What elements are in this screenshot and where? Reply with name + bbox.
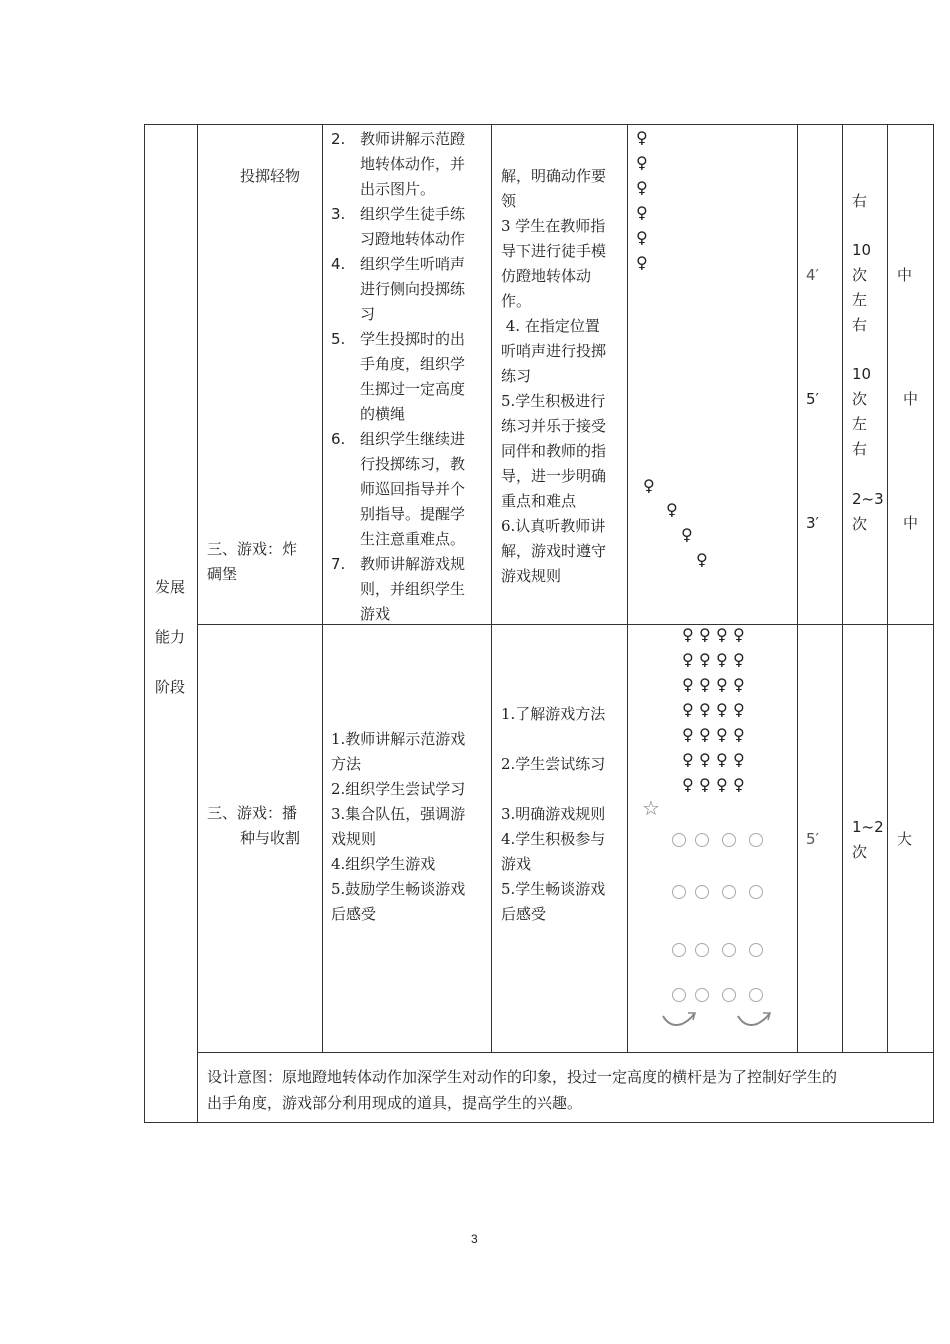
female-icon: ♀ xyxy=(636,128,648,147)
list-item-text: 3.明确游戏规则 xyxy=(501,805,606,823)
content-item: 投掷轻物 xyxy=(240,167,301,185)
intensity-value: 中 xyxy=(903,390,919,408)
female-icon: ♀ xyxy=(716,650,728,669)
count-unit: 次 xyxy=(852,843,868,861)
list-item-text: 组织学生徒手练 xyxy=(360,205,466,223)
female-icon: ♀ xyxy=(681,525,693,544)
list-item-text: 进行侧向投掷练 xyxy=(360,280,466,298)
list-item-text: 作。 xyxy=(501,292,532,310)
female-icon: ♀ xyxy=(636,178,648,197)
col-divider xyxy=(887,124,888,1053)
circle-marker xyxy=(749,988,763,1002)
female-icon: ♀ xyxy=(666,500,678,519)
col-divider xyxy=(197,124,198,1123)
list-item-text: 学生投掷时的出 xyxy=(360,330,466,348)
content-item: 三、游戏：炸 xyxy=(207,540,298,558)
circle-marker xyxy=(722,833,736,847)
intensity-value: 大 xyxy=(897,830,913,848)
page-number: 3 xyxy=(471,1232,478,1246)
design-intent-line: 设计意图：原地蹬地转体动作加深学生对动作的印象，投过一定高度的横杆是为了控制好学生的 xyxy=(207,1068,838,1086)
count-value: 左 xyxy=(852,415,868,433)
intensity-value: 中 xyxy=(897,266,913,284)
female-icon: ♀ xyxy=(682,625,694,644)
list-item-text: 习蹬地转体动作 xyxy=(360,230,466,248)
list-item-text: 戏规则 xyxy=(331,830,377,848)
female-icon: ♀ xyxy=(699,725,711,744)
female-icon: ♀ xyxy=(699,700,711,719)
female-icon: ♀ xyxy=(716,775,728,794)
circle-marker xyxy=(749,833,763,847)
stage-label: 阶段 xyxy=(155,678,186,696)
female-icon: ♀ xyxy=(696,550,708,569)
time-value: 3′ xyxy=(806,514,819,532)
list-item-text: 5.鼓励学生畅谈游戏 xyxy=(331,880,466,898)
circle-marker xyxy=(695,833,709,847)
circle-marker xyxy=(695,943,709,957)
female-icon: ♀ xyxy=(682,775,694,794)
col-divider xyxy=(797,124,798,1053)
female-icon: ♀ xyxy=(733,775,745,794)
list-item-text: 练习 xyxy=(501,367,532,385)
list-number: 2. xyxy=(331,130,346,148)
stage-label: 能力 xyxy=(155,628,186,646)
list-item-text: 导，进一步明确 xyxy=(501,467,607,485)
content-item: 种与收割 xyxy=(240,829,301,847)
list-item-text: 习 xyxy=(360,305,376,323)
count-value: 1~2 xyxy=(852,818,884,836)
list-item-text: 仿蹬地转体动 xyxy=(501,267,592,285)
female-icon: ♀ xyxy=(682,675,694,694)
list-item-text: 解，明确动作要 xyxy=(501,167,607,185)
stage-label: 发展 xyxy=(155,578,186,596)
star-icon: ☆ xyxy=(642,796,660,820)
table-right-border xyxy=(933,124,934,1123)
count-value: 次 xyxy=(852,515,868,533)
list-item-text: 3 学生在教师指 xyxy=(501,217,606,235)
list-number: 5. xyxy=(331,330,346,348)
female-icon: ♀ xyxy=(733,650,745,669)
female-icon: ♀ xyxy=(636,253,648,272)
list-item-text: 领 xyxy=(501,192,517,210)
circle-marker xyxy=(672,943,686,957)
list-item-text: 2.组织学生尝试学习 xyxy=(331,780,466,798)
col-divider xyxy=(491,124,492,1053)
content-item: 三、游戏：播 xyxy=(207,804,298,822)
list-item-text: 1.教师讲解示范游戏 xyxy=(331,730,466,748)
list-item-text: 手角度，组织学 xyxy=(360,355,466,373)
list-item-text: 3.集合队伍，强调游 xyxy=(331,805,466,823)
female-icon: ♀ xyxy=(733,625,745,644)
time-value: 5′ xyxy=(806,830,819,848)
female-icon: ♀ xyxy=(682,725,694,744)
list-item-text: 2.学生尝试练习 xyxy=(501,755,606,773)
list-item-text: 则，并组织学生 xyxy=(360,580,466,598)
female-icon: ♀ xyxy=(643,476,655,495)
curved-arrow-icon xyxy=(660,1010,700,1030)
design-intent-line: 出手角度，游戏部分利用现成的道具，提高学生的兴趣。 xyxy=(207,1094,583,1112)
circle-marker xyxy=(722,988,736,1002)
list-item-text: 的横绳 xyxy=(360,405,406,423)
circle-marker xyxy=(672,988,686,1002)
count-value: 次 xyxy=(852,266,868,284)
female-icon: ♀ xyxy=(716,725,728,744)
list-item-text: 生掷过一定高度 xyxy=(360,380,466,398)
circle-marker xyxy=(749,943,763,957)
list-item-text: 4. 在指定位置 xyxy=(501,317,600,335)
list-item-text: 重点和难点 xyxy=(501,492,577,510)
circle-marker xyxy=(695,988,709,1002)
list-item-text: 4.学生积极参与 xyxy=(501,830,606,848)
list-item-text: 出示图片。 xyxy=(360,180,436,198)
female-icon: ♀ xyxy=(682,750,694,769)
list-item-text: 教师讲解游戏规 xyxy=(360,555,466,573)
list-number: 4. xyxy=(331,255,346,273)
list-number: 3. xyxy=(331,205,346,223)
female-icon: ♀ xyxy=(716,750,728,769)
list-item-text: 地转体动作，并 xyxy=(360,155,466,173)
female-icon: ♀ xyxy=(733,675,745,694)
list-item-text: 5.学生积极进行 xyxy=(501,392,606,410)
time-value: 4′ xyxy=(806,266,819,284)
count-value: 10 xyxy=(852,365,872,383)
female-icon: ♀ xyxy=(636,153,648,172)
list-item-text: 同伴和教师的指 xyxy=(501,442,607,460)
circle-marker xyxy=(722,943,736,957)
count-value: 10 xyxy=(852,241,872,259)
female-icon: ♀ xyxy=(733,750,745,769)
count-value: 次 xyxy=(852,390,868,408)
list-item-text: 组织学生听哨声 xyxy=(360,255,466,273)
female-icon: ♀ xyxy=(699,675,711,694)
col-divider xyxy=(842,124,843,1053)
female-icon: ♀ xyxy=(733,700,745,719)
list-number: 6. xyxy=(331,430,346,448)
time-value: 5′ xyxy=(806,390,819,408)
list-item-text: 解，游戏时遵守 xyxy=(501,542,607,560)
list-item-text: 1.了解游戏方法 xyxy=(501,705,606,723)
female-icon: ♀ xyxy=(733,725,745,744)
list-item-text: 生注意重难点。 xyxy=(360,530,466,548)
list-item-text: 游戏规则 xyxy=(501,567,562,585)
female-icon: ♀ xyxy=(636,228,648,247)
content-item: 碉堡 xyxy=(207,565,238,583)
list-item-text: 5.学生畅谈游戏 xyxy=(501,880,606,898)
female-icon: ♀ xyxy=(699,650,711,669)
count-value: 左 xyxy=(852,291,868,309)
female-icon: ♀ xyxy=(699,775,711,794)
female-icon: ♀ xyxy=(682,700,694,719)
female-icon: ♀ xyxy=(699,750,711,769)
circle-marker xyxy=(672,833,686,847)
circle-marker xyxy=(722,885,736,899)
intensity-value: 中 xyxy=(903,514,919,532)
list-item-text: 练习并乐于接受 xyxy=(501,417,607,435)
table-top-border xyxy=(144,124,934,125)
female-icon: ♀ xyxy=(716,700,728,719)
list-item-text: 后感受 xyxy=(331,905,377,923)
female-icon: ♀ xyxy=(636,203,648,222)
circle-marker xyxy=(672,885,686,899)
row-divider-design xyxy=(197,1052,934,1053)
female-icon: ♀ xyxy=(699,625,711,644)
list-item-text: 6.认真听教师讲 xyxy=(501,517,606,535)
list-item-text: 方法 xyxy=(331,755,362,773)
count-value: 2~3 xyxy=(852,490,884,508)
row-divider xyxy=(197,624,934,625)
table-bottom-border xyxy=(144,1122,934,1123)
col-divider xyxy=(627,124,628,1053)
list-item-text: 后感受 xyxy=(501,905,547,923)
list-item-text: 听哨声进行投掷 xyxy=(501,342,607,360)
list-item-text: 教师讲解示范蹬 xyxy=(360,130,466,148)
list-item-text: 师巡回指导并个 xyxy=(360,480,466,498)
circle-marker xyxy=(749,885,763,899)
count-value: 右 xyxy=(852,192,868,210)
list-item-text: 行投掷练习，教 xyxy=(360,455,466,473)
circle-marker xyxy=(695,885,709,899)
count-value: 右 xyxy=(852,440,868,458)
count-value: 右 xyxy=(852,316,868,334)
col-divider xyxy=(322,124,323,1053)
list-number: 7. xyxy=(331,555,346,573)
female-icon: ♀ xyxy=(716,675,728,694)
list-item-text: 游戏 xyxy=(360,605,391,623)
curved-arrow-icon xyxy=(735,1010,775,1030)
list-item-text: 组织学生继续进 xyxy=(360,430,466,448)
list-item-text: 别指导。提醒学 xyxy=(360,505,466,523)
list-item-text: 游戏 xyxy=(501,855,532,873)
table-left-border xyxy=(144,124,145,1123)
female-icon: ♀ xyxy=(682,650,694,669)
list-item-text: 导下进行徒手模 xyxy=(501,242,607,260)
female-icon: ♀ xyxy=(716,625,728,644)
list-item-text: 4.组织学生游戏 xyxy=(331,855,436,873)
